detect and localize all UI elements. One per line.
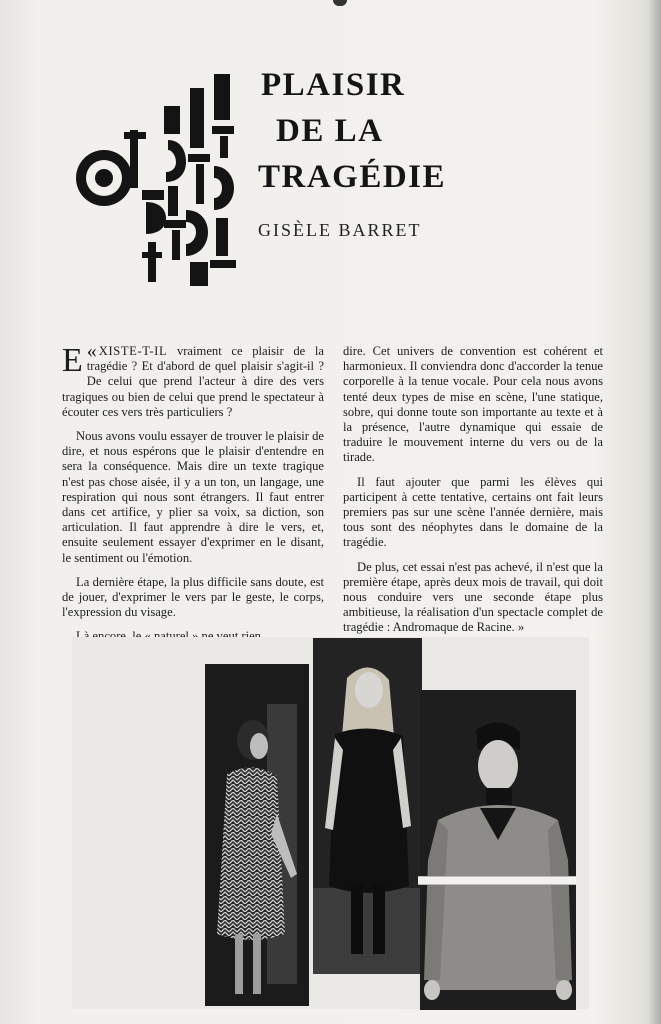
title-line-1: PLAISIR xyxy=(261,67,406,103)
paragraph: dire. Cet univers de convention est cohérent et harmonieux. Il conviendra donc d'accorder la tenue corporelle à la tenue vocale. Pour cela nous avons tenté deux types de mise en scène, l'une statique, sobre, qui donne toute son importante au texte et à la présence, l'autre dynamique qui essaie de traduire le mouvement interne du vers ou de la tirade. xyxy=(343,344,603,465)
photo-tape-strip xyxy=(418,876,576,885)
photo-woman-in-patterned-dress xyxy=(205,664,309,1006)
binding-mark xyxy=(333,0,347,6)
photo-girl-in-black-dress xyxy=(313,638,422,974)
paragraph-text: vraiment ce plaisir de la tragédie ? Et d'abord de quel plaisir s'agit-il ? De celui que prend l'acteur à dire des vers tragiques ou bien de celui que prend le spectateur à écouter ces vers très particuliers ? xyxy=(62,344,324,419)
article-title xyxy=(258,62,446,200)
drop-cap: E xyxy=(62,342,83,379)
paragraph: Il faut ajouter que parmi les élèves qui participent à cette tentative, certains ont fait leurs premiers pas sur une scène l'année dernière, mais tous sont des néophytes dans le domaine de la tragédie. xyxy=(343,474,603,550)
paragraph: Nous avons voulu essayer de trouver le plaisir de dire, et nous espérons que le plaisir d'entendre en sera la conséquence. Mais dire un texte tragique n'est pas chose aisée, il y a un ton, un langage, une respiration qui nous sont étrangers. Il faut entrer dans cet artifice, y plier sa voix, sa diction, son articulation. Il faut apprendre à dire le vers, et, ensuite seulement essayer d'exprimer en le disant, le sentiment ou l'émotion. xyxy=(62,429,324,565)
photo-young-man-in-sweater xyxy=(420,690,576,1010)
page-fold-shadow xyxy=(649,0,661,1024)
text-column-right xyxy=(343,344,603,645)
paragraph: La dernière étape, la plus difficile sans doute, est de jouer, d'exprimer le vers par le geste, le corps, l'expression du visage. xyxy=(62,574,324,620)
title-line-2: DE LA xyxy=(276,113,384,149)
article-author: GISÈLE BARRET xyxy=(258,220,422,240)
paragraph: De plus, cet essai n'est pas achevé, il n'est que la première étape, après deux mois de travail, qui doit nous conduire vers une seconde étape plus ambitieuse, la réalisation d'un spectacle complet de tragédie : Andromaque de Racine. » xyxy=(343,559,603,635)
title-line-3: TRAGÉDIE xyxy=(258,159,447,195)
lead-in: XISTE-T-IL xyxy=(98,344,168,358)
paragraph xyxy=(62,340,324,420)
decorative-lettering-logo xyxy=(72,70,242,290)
opening-quote: « xyxy=(86,340,97,362)
text-column-left xyxy=(62,340,324,654)
